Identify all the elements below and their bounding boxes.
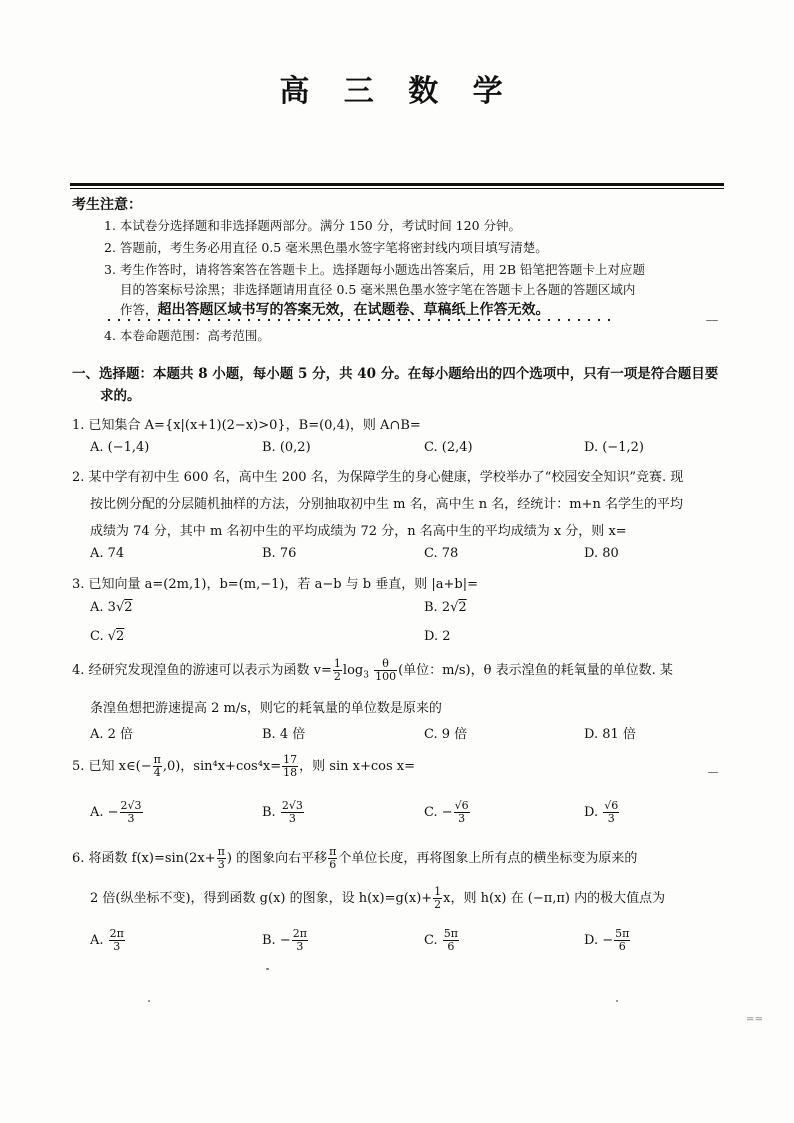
option-prefix: A. −: [90, 805, 119, 820]
question-3-option-a-prefix: A. 3: [90, 600, 116, 615]
fraction-denominator: 3: [458, 812, 466, 825]
fraction-denominator: 3: [288, 812, 296, 825]
question-3-stem: 3. 已知向量 a=(2m,1)，b=(m,−1)，若 a−b 与 b 垂直，则 |a+b|=: [72, 577, 479, 592]
question-4-log-base: 3: [363, 670, 369, 681]
notice-item-3-line-2: 目的答案标号涂黑；非选择题请用直径 0.5 毫米黑色墨水签字笔在答题卡上各题的答题区域内: [120, 282, 636, 297]
notice-item-1: 1. 本试卷分选择题和非选择题两部分。满分 150 分，考试时间 120 分钟。: [104, 218, 522, 233]
question-1-option-c: C. (2,4): [424, 440, 473, 455]
question-2-option-c: C. 78: [424, 546, 459, 561]
option-fraction: [109, 928, 125, 953]
question-1-option-b: B. (0,2): [262, 440, 311, 455]
question-4-line-2: 条湟鱼想把游速提高 2 m/s，则它的耗氧量的单位数是原来的: [90, 701, 442, 716]
fraction-denominator: 2: [434, 898, 442, 911]
question-6-option-c: [424, 928, 460, 953]
question-3-option-b-radicand: 2: [458, 600, 467, 615]
header-rule-thin: [70, 188, 724, 189]
question-4-fraction-theta: [374, 658, 397, 683]
option-fraction: [292, 928, 308, 953]
option-prefix: A.: [90, 933, 108, 948]
fraction-numerator: π: [153, 753, 161, 766]
scan-speck: [616, 1000, 618, 1002]
notice-heading: 考生注意：: [72, 197, 142, 213]
question-2-option-a: A. 74: [90, 546, 125, 561]
question-5-fraction-pi-4: [153, 754, 162, 779]
header-rule-thick: [70, 183, 724, 186]
question-6-option-d: [584, 928, 631, 953]
question-6-fraction-pi-3: [217, 846, 226, 871]
option-prefix: B.: [262, 805, 280, 820]
question-5-stem-end: ，则 sin x+cos x=: [299, 759, 415, 774]
question-2-option-b: B. 76: [262, 546, 297, 561]
fraction-numerator: θ: [374, 658, 397, 671]
question-5-stem-middle: ,0)，sin⁴x+cos⁴x=: [162, 759, 282, 774]
question-3-option-a-radicand: 2: [124, 600, 133, 615]
fraction-numerator: 5π: [615, 927, 630, 940]
question-2-option-d: D. 80: [584, 546, 619, 561]
question-3-option-a: A. 3√2: [90, 600, 133, 615]
notice-warning-bold: 超出答题区域书写的答案无效，在试题卷、草稿纸上作答无效。: [157, 302, 550, 318]
question-5-fraction-17-18: [282, 754, 298, 779]
question-3-option-d: D. 2: [424, 629, 451, 644]
question-4-option-a: A. 2 倍: [90, 727, 134, 742]
option-fraction: [603, 800, 619, 825]
fraction-denominator: 2: [333, 670, 341, 683]
question-6-line-2-start: 2 倍(纵坐标不变)，得到函数 g(x) 的图象，设 h(x)=g(x)+: [90, 891, 433, 906]
fraction-denominator: 100: [375, 670, 397, 683]
fraction-numerator: 1: [434, 885, 442, 898]
fraction-numerator: 2√3: [120, 799, 142, 812]
fraction-numerator: 5π: [443, 927, 458, 940]
question-1-stem: 1. 已知集合 A={x|(x+1)(2−x)>0}，B=(0,4)，则 A∩B=: [72, 418, 421, 433]
question-5-stem: [72, 754, 415, 779]
question-6-stem-end: 个单位长度，再将图象上所有点的横坐标变为原来的: [338, 851, 638, 866]
question-5-option-d: [584, 800, 620, 825]
question-4-fraction-half: [333, 658, 342, 683]
corner-scan-mark: ⁼⁼: [746, 1012, 763, 1031]
option-prefix: C. −: [424, 805, 453, 820]
option-fraction: [454, 800, 470, 825]
section-1-heading: 一、选择题：本题共 8 小题，每小题 5 分，共 40 分。在每小题给出的四个选项中，只有一项是符合题目要: [72, 366, 719, 382]
question-6-line-1: [72, 846, 637, 871]
notice-item-4: 4. 本卷命题范围：高考范围。: [104, 328, 270, 343]
option-fraction: [443, 928, 459, 953]
section-1-heading-cont: 求的。: [100, 388, 141, 404]
question-4-log: log: [342, 663, 364, 678]
question-6-line-2-end: x，则 h(x) 在 (−π,π) 内的极大值点为: [443, 891, 666, 906]
question-4-option-c: C. 9 倍: [424, 727, 468, 742]
option-prefix: D. −: [584, 933, 614, 948]
fraction-numerator: 17: [283, 753, 298, 766]
fraction-numerator: 2π: [292, 927, 307, 940]
fraction-numerator: π: [217, 845, 225, 858]
emphasis-dots: [104, 318, 618, 322]
scan-speck: [706, 320, 718, 321]
fraction-denominator: 6: [447, 940, 455, 953]
question-2-line-3: 成绩为 74 分，其中 m 名初中生的平均成绩为 72 分，n 名高中生的平均成绩为 x 分，则 x=: [90, 524, 627, 539]
option-prefix: D.: [584, 805, 603, 820]
question-2-line-2: 按比例分配的分层随机抽样的方法，分别抽取初中生 m 名，高中生 n 名，经统计：m+n 名学生的平均: [90, 497, 683, 512]
question-3-option-b-prefix: B. 2: [424, 600, 451, 615]
fraction-denominator: 18: [283, 766, 298, 779]
question-5-option-b: [262, 800, 305, 825]
notice-item-2: 2. 答题前，考生务必用直径 0.5 毫米黑色墨水签字笔将密封线内项目填写清楚。: [104, 240, 548, 255]
option-prefix: C.: [424, 933, 442, 948]
question-1-option-d: D. (−1,2): [584, 440, 644, 455]
question-2-line-1: 2. 某中学有初中生 600 名，高中生 200 名，为保障学生的身心健康，学校举办了“校园安全知识”竞赛. 现: [72, 470, 684, 485]
question-6-stem-start: 6. 将函数 f(x)=sin(2x+: [72, 851, 216, 866]
fraction-denominator: 6: [618, 940, 626, 953]
question-5-option-c: [424, 800, 471, 825]
question-1-option-a: A. (−1,4): [90, 440, 150, 455]
option-fraction: [614, 928, 630, 953]
fraction-denominator: 6: [329, 858, 337, 871]
question-3-option-b: B. 2√2: [424, 600, 467, 615]
fraction-denominator: 4: [153, 766, 161, 779]
question-6-fraction-half: [433, 886, 442, 911]
scan-speck: [148, 1000, 150, 1002]
fraction-numerator: 1: [333, 657, 341, 670]
question-4-stem-start: 4. 经研究发现湟鱼的游速可以表示为函数 v=: [72, 663, 332, 678]
question-5-option-a: [90, 800, 144, 825]
option-fraction: [120, 800, 143, 825]
fraction-numerator: π: [329, 845, 337, 858]
fraction-denominator: 3: [607, 812, 615, 825]
option-prefix: B. −: [262, 933, 291, 948]
question-6-stem-middle: ) 的图象向右平移: [226, 851, 328, 866]
fraction-numerator: √6: [454, 799, 469, 812]
fraction-denominator: 3: [217, 858, 225, 871]
fraction-denominator: 3: [127, 812, 135, 825]
question-6-fraction-pi-6: [328, 846, 337, 871]
fraction-denominator: 3: [296, 940, 304, 953]
question-3-option-c-radicand: 2: [116, 629, 125, 644]
question-6-line-2: [90, 886, 665, 911]
question-4-option-b: B. 4 倍: [262, 727, 306, 742]
question-3-option-c: C. √2: [90, 629, 125, 644]
question-4-line-1: [72, 658, 673, 683]
notice-item-3-line-1: 3. 考生作答时，请将答案答在答题卡上。选择题每小题选出答案后，用 2B 铅笔把答题卡上对应题: [104, 262, 645, 277]
question-6-option-b: [262, 928, 309, 953]
scan-speck: [708, 772, 718, 773]
page-title: 高 三 数 学: [279, 74, 515, 109]
option-fraction: [281, 800, 304, 825]
fraction-numerator: √6: [604, 799, 619, 812]
question-3-option-c-prefix: C.: [90, 629, 108, 644]
question-6-option-a: [90, 928, 126, 953]
question-5-stem-start: 5. 已知 x∈(−: [72, 759, 152, 774]
fraction-numerator: 2√3: [281, 799, 303, 812]
question-4-option-d: D. 81 倍: [584, 727, 636, 742]
question-4-stem-end: (单位：m/s)，θ 表示湟鱼的耗氧量的单位数. 某: [398, 663, 673, 678]
fraction-denominator: 3: [113, 940, 121, 953]
scan-speck: [266, 968, 269, 970]
notice-item-3-line-3: [120, 299, 550, 319]
notice-item-3-line-3-text: 作答，: [120, 302, 158, 317]
fraction-numerator: 2π: [109, 927, 124, 940]
